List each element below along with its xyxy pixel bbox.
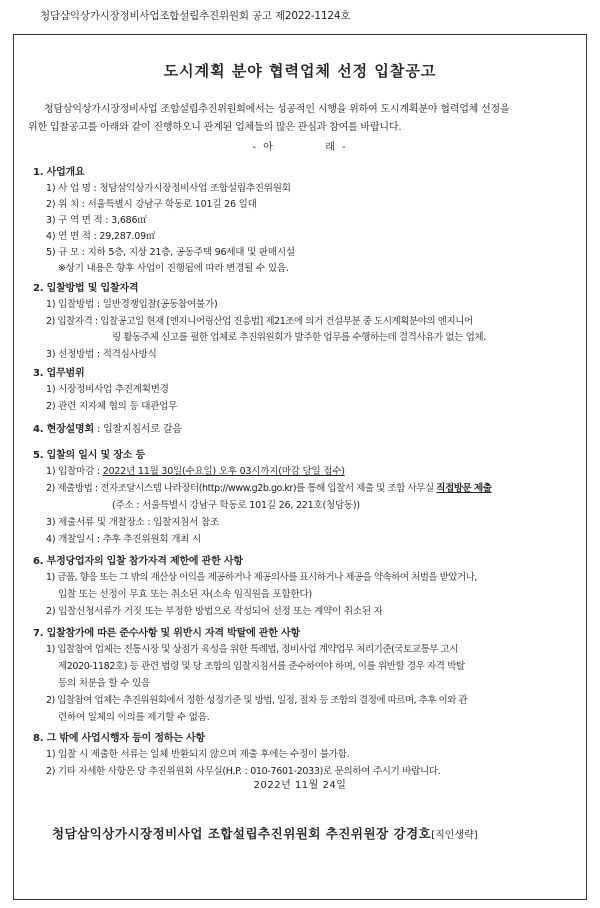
notice-date: 2022년 11월 24일 [253,780,347,791]
signature-name: 청담삼익상가시장정비사업 조합설립추진위원회 추진위원장 강경호 [52,826,432,841]
s1-item-1: 1) 사 업 명 : 청담삼익상가시장정비사업 조합설립추진위원회 [46,183,291,194]
section-4-heading: 4. 현장설명회 [33,424,94,435]
s7-item-2: 2) 입찰참여 업체는 추진위원회에서 정한 성정기준 및 방법, 일정, 절차 등 조합의 결정에 따르며, 추후 이와 관 [46,695,468,706]
intro-line-2: 위한 입찰공고를 아래와 같이 진행하오니 관계된 업체들의 많은 관심과 참여를 바랍니다. [28,122,402,133]
intro-paragraph [28,101,576,137]
s1-item-5: 5) 규 모 : 지하 5층, 지상 21층, 공동주택 96세대 및 판매시설 [46,247,295,258]
intro-line-1: 청담삼익상가시장정비사업 조합설립추진위원회에서는 성공적인 시행을 위하여 도시계획분야 협력업체 선정을 [44,104,510,115]
s5-item-2-address: (주소 : 서울특별시 강남구 학동로 101길 26, 221호(청담동)) [112,500,360,511]
s1-item-3: 3) 구 역 면 적 : 3,686㎡ [46,215,147,226]
page-title: 도시계획 분야 협력업체 선정 입찰공고 [163,62,437,80]
s8-item-1: 1) 입찰 시 제출한 서류는 일체 반환되지 않으며 제출 후에는 수정이 불가함. [46,749,350,760]
section-8-heading: 8. 그 밖에 사업시행자 등이 정하는 사항 [33,733,205,744]
s2-item-2: 2) 입찰자격 : 입찰공고일 현재 [엔지니어링산업 진흥법] 제21조에 의거 건설부분 중 도시계획분야의 엔지니어 [46,316,473,327]
s5-item-2 [46,480,492,494]
s1-item-4: 4) 연 면 적 : 29,287.09㎡ [46,231,156,242]
section-2-heading: 2. 입찰방법 및 입찰자격 [33,283,139,294]
section-4 [33,420,182,435]
s5-item-1 [46,463,345,477]
section-1-heading: 1. 사업개요 [33,167,85,178]
s2-item-1: 1) 입찰방법 : 일반경쟁입찰(공동참여불가) [46,299,218,310]
s3-item-1: 1) 시장정비사업 추진계획변경 [46,384,169,395]
below-marker [0,138,600,153]
section-3-heading: 3. 업무범위 [33,368,85,379]
section-6-heading: 6. 부정당업자의 입찰 참가자격 제한에 관한 사항 [33,556,243,567]
s5-item-2-label: 2) 제출방법 : 전자조달시스템 나라장터(http://www.g2b.go.kr)를 통해 입찰서 제출 및 조합 사무실 [46,483,437,494]
s1-item-2: 2) 위 치 : 서울특별시 강남구 학동로 101길 26 일대 [46,199,257,210]
s2-item-3: 3) 선정방법 : 적격심사방식 [46,349,157,360]
below-marker-right: 래 - [325,142,348,153]
s3-item-2: 2) 관련 지자체 협의 등 대관업무 [46,401,178,412]
s6-item-1: 1) 금품, 향응 또는 그 밖의 재산상 이익을 제공하거나 제공의사를 표시하거나 제공을 약속하여 처벌을 받았거나, [46,572,477,583]
direct-visit-emphasis: 직접방문 제출 [436,483,492,494]
s6-item-2: 2) 입찰신청서류가 거짓 또는 부정한 방법으로 작성되어 선정 또는 계약이 취소된 자 [46,606,383,617]
s7-item-1-cont2: 등의 처분을 할 수 있음 [58,678,151,689]
seal-omitted: [직인생략] [431,830,478,841]
s6-item-1-cont: 입찰 또는 선정이 무효 또는 취소된 자(소속 임직원을 포함한다) [58,589,312,600]
s5-item-3: 3) 제출서류 및 개찰장소 : 입찰지침서 참조 [46,517,219,528]
s7-item-1-cont: 제2020-1182호) 등 관련 법령 및 당 조합의 입찰지침서를 준수하여야 하며, 이를 위반할 경우 자격 박탈 [58,661,465,672]
deadline-value: 2022년 11월 30일(수요일) 오후 03시까지(마감 당일 접수) [102,466,345,477]
section-5-heading: 5. 입찰의 일시 및 장소 등 [33,450,145,461]
s8-item-2: 2) 기타 자세한 사항은 당 추진위원회 사무실(H.P. : 010-7601-2033)로 문의하여 주시기 바랍니다. [46,766,441,777]
s5-item-1-label: 1) 입찰마감 : [46,466,103,477]
s7-item-2-cont: 련하여 일체의 이의를 제기할 수 없음. [58,712,210,723]
notice-number: 청담삼익상가시장정비사업조합설립추진위원회 공고 제2022-1124호 [40,10,351,22]
s7-item-1: 1) 입찰참여 업체는 전통시장 및 상점가 육성을 위한 특례법, 정비사업 계약업무 처리기준(국토교통부 고시 [46,644,459,655]
signature-line [52,824,478,842]
s1-note: ※상기 내용은 향후 사업이 진행됨에 따라 변경될 수 있음. [58,263,289,274]
section-7-heading: 7. 입찰참가에 따른 준수사항 및 위반시 자격 박탈에 관한 사항 [33,628,300,639]
s2-item-2-cont: 링 활동주체 신고를 필한 업체로 추진위원회가 발주한 업무를 수행하는데 결격사유가 없는 업체. [112,332,486,343]
s5-item-4: 4) 개찰일시 : 추후 추진위원회 개최 시 [46,534,201,545]
below-marker-left: - 아 [252,142,275,153]
section-4-text: : 입찰지침서로 갈음 [96,424,182,435]
